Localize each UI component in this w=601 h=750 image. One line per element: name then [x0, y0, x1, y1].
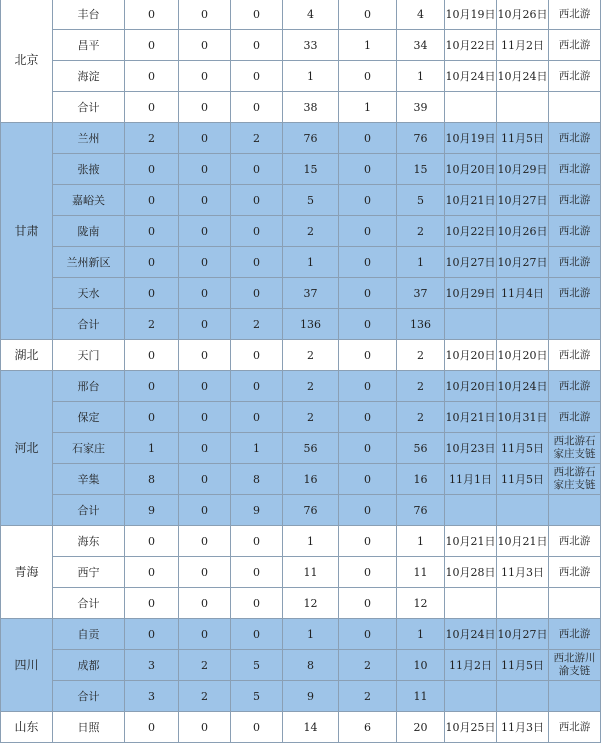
table-cell: 38: [283, 92, 339, 123]
table-row: [1, 650, 601, 681]
table-cell: 0: [125, 154, 179, 185]
table-cell: 0: [179, 712, 231, 743]
table-cell: 0: [125, 712, 179, 743]
table-cell: 0: [179, 92, 231, 123]
table-cell: 0: [339, 464, 397, 495]
table-cell: 0: [231, 0, 283, 30]
table-cell: 1: [397, 526, 445, 557]
table-row: [1, 0, 601, 30]
city-cell: 昌平: [53, 30, 125, 61]
table-cell: 0: [339, 371, 397, 402]
table-cell: 1: [283, 247, 339, 278]
table-row: [1, 588, 601, 619]
table-cell: 0: [125, 61, 179, 92]
table-cell: [549, 681, 601, 712]
table-cell: 西北游川 渝支链: [549, 650, 601, 681]
table-cell: 11: [397, 681, 445, 712]
table-cell: 2: [125, 309, 179, 340]
city-cell: 张掖: [53, 154, 125, 185]
table-cell: 20: [397, 712, 445, 743]
table-cell: 0: [125, 371, 179, 402]
table-cell: 0: [179, 185, 231, 216]
table-row: [1, 619, 601, 650]
table-cell: 0: [179, 247, 231, 278]
table-cell: 2: [397, 371, 445, 402]
table-cell: 0: [231, 526, 283, 557]
table-cell: 0: [339, 557, 397, 588]
table-cell: 0: [339, 309, 397, 340]
table-cell: 1: [397, 61, 445, 92]
city-cell: 嘉峪关: [53, 185, 125, 216]
table-cell: 16: [283, 464, 339, 495]
table-cell: 10月20日: [445, 340, 497, 371]
table-cell: 16: [397, 464, 445, 495]
table-cell: 0: [339, 185, 397, 216]
table-cell: 10月24日: [497, 61, 549, 92]
table-cell: 11月3日: [497, 557, 549, 588]
table-cell: 10月27日: [497, 185, 549, 216]
table-cell: 2: [283, 216, 339, 247]
table-cell: 0: [179, 154, 231, 185]
table-row: [1, 557, 601, 588]
table-cell: 1: [339, 92, 397, 123]
table-cell: 11月5日: [497, 433, 549, 464]
table-cell: 5: [397, 185, 445, 216]
table-cell: 2: [283, 371, 339, 402]
city-cell: 合计: [53, 309, 125, 340]
table-cell: 0: [339, 526, 397, 557]
table-cell: 10月22日: [445, 30, 497, 61]
table-cell: 西北游: [549, 526, 601, 557]
table-cell: 0: [339, 0, 397, 30]
table-row: [1, 464, 601, 495]
table-cell: 76: [283, 123, 339, 154]
table-cell: 西北游: [549, 619, 601, 650]
table-cell: 11月5日: [497, 123, 549, 154]
table-cell: 0: [231, 712, 283, 743]
table-cell: 11月4日: [497, 278, 549, 309]
table-cell: 0: [231, 247, 283, 278]
table-cell: 0: [339, 247, 397, 278]
table-cell: 8: [231, 464, 283, 495]
table-row: [1, 681, 601, 712]
table-cell: 2: [283, 340, 339, 371]
table-cell: 10月28日: [445, 557, 497, 588]
table-cell: 西北游: [549, 247, 601, 278]
table-cell: 1: [339, 30, 397, 61]
table-cell: 33: [283, 30, 339, 61]
table-cell: 11: [283, 557, 339, 588]
table-cell: 37: [397, 278, 445, 309]
table-cell: 76: [397, 123, 445, 154]
table-cell: 0: [125, 185, 179, 216]
table-cell: 9: [125, 495, 179, 526]
table-cell: 0: [339, 61, 397, 92]
table-cell: 14: [283, 712, 339, 743]
table-cell: 2: [397, 216, 445, 247]
table-cell: 4: [283, 0, 339, 30]
table-cell: 10月25日: [445, 712, 497, 743]
table-cell: 10月22日: [445, 216, 497, 247]
table-cell: 10月20日: [445, 154, 497, 185]
table-row: [1, 216, 601, 247]
table-cell: 12: [283, 588, 339, 619]
table-cell: 0: [231, 557, 283, 588]
city-cell: 丰台: [53, 0, 125, 30]
table-cell: 0: [231, 154, 283, 185]
table-cell: 76: [283, 495, 339, 526]
table-cell: 0: [231, 371, 283, 402]
table-cell: 0: [339, 154, 397, 185]
table-cell: 9: [231, 495, 283, 526]
table-cell: 10月24日: [445, 61, 497, 92]
table-cell: [445, 681, 497, 712]
table-cell: 0: [125, 526, 179, 557]
table-cell: 10月20日: [497, 340, 549, 371]
city-cell: 兰州新区: [53, 247, 125, 278]
table-cell: 5: [231, 681, 283, 712]
table-cell: 0: [339, 340, 397, 371]
city-cell: 保定: [53, 402, 125, 433]
table-cell: 0: [179, 402, 231, 433]
table-cell: 0: [231, 340, 283, 371]
table-cell: 0: [179, 371, 231, 402]
table-cell: [445, 92, 497, 123]
table-cell: [445, 309, 497, 340]
table-row: [1, 495, 601, 526]
table-cell: [549, 309, 601, 340]
city-cell: 邢台: [53, 371, 125, 402]
table-cell: 西北游: [549, 0, 601, 30]
table-cell: 10月24日: [445, 619, 497, 650]
table-row: [1, 278, 601, 309]
table-cell: 8: [125, 464, 179, 495]
table-cell: 56: [397, 433, 445, 464]
city-cell: 自贡: [53, 619, 125, 650]
table-cell: 136: [397, 309, 445, 340]
table-cell: 10月24日: [497, 371, 549, 402]
city-cell: 成都: [53, 650, 125, 681]
table-cell: 0: [339, 216, 397, 247]
table-cell: 0: [125, 247, 179, 278]
table-cell: 56: [283, 433, 339, 464]
table-cell: 10月21日: [497, 526, 549, 557]
table-cell: 2: [179, 650, 231, 681]
city-cell: 辛集: [53, 464, 125, 495]
table-cell: 0: [231, 619, 283, 650]
city-cell: 海淀: [53, 61, 125, 92]
table-cell: 0: [231, 588, 283, 619]
table-cell: 西北游石 家庄支链: [549, 464, 601, 495]
table-cell: [497, 92, 549, 123]
table-cell: 11月5日: [497, 464, 549, 495]
city-cell: 天水: [53, 278, 125, 309]
city-cell: 合计: [53, 495, 125, 526]
table-cell: 11: [397, 557, 445, 588]
table-row: [1, 92, 601, 123]
table-cell: 10月26日: [497, 0, 549, 30]
table-cell: 0: [339, 588, 397, 619]
table-cell: 0: [179, 340, 231, 371]
table-cell: 8: [283, 650, 339, 681]
table-cell: 10月29日: [497, 154, 549, 185]
table-cell: 西北游: [549, 278, 601, 309]
table-cell: 0: [125, 402, 179, 433]
table-cell: 0: [179, 309, 231, 340]
table-cell: 0: [179, 61, 231, 92]
table-cell: 10月27日: [497, 247, 549, 278]
table-cell: 0: [339, 495, 397, 526]
city-cell: 合计: [53, 588, 125, 619]
table-cell: [497, 588, 549, 619]
table-row: [1, 433, 601, 464]
table-row: [1, 712, 601, 743]
province-cell: 湖北: [1, 340, 53, 371]
table-cell: 10月20日: [445, 371, 497, 402]
table-cell: 10月21日: [445, 402, 497, 433]
table-cell: 37: [283, 278, 339, 309]
table-row: [1, 30, 601, 61]
table-cell: 10月23日: [445, 433, 497, 464]
table-cell: 西北游: [549, 216, 601, 247]
table-cell: 0: [231, 216, 283, 247]
table-row: [1, 402, 601, 433]
table-cell: [497, 681, 549, 712]
table-cell: 0: [125, 0, 179, 30]
table-cell: 0: [339, 123, 397, 154]
table-cell: 0: [179, 123, 231, 154]
table-row: [1, 185, 601, 216]
table-cell: 11月5日: [497, 650, 549, 681]
table-cell: 0: [125, 557, 179, 588]
table-cell: 0: [339, 278, 397, 309]
table-cell: 10月31日: [497, 402, 549, 433]
table-cell: 0: [125, 619, 179, 650]
table-cell: 西北游: [549, 557, 601, 588]
table-cell: 0: [179, 619, 231, 650]
table-row: [1, 247, 601, 278]
table-cell: 西北游: [549, 61, 601, 92]
table-cell: 2: [283, 402, 339, 433]
table-cell: 1: [283, 526, 339, 557]
table-cell: 西北游: [549, 154, 601, 185]
table-cell: [445, 588, 497, 619]
table-row: [1, 340, 601, 371]
city-cell: 日照: [53, 712, 125, 743]
table-cell: 11月2日: [497, 30, 549, 61]
table-cell: 0: [231, 92, 283, 123]
table-cell: 5: [283, 185, 339, 216]
city-cell: 合计: [53, 92, 125, 123]
table-cell: 136: [283, 309, 339, 340]
table-cell: 10月21日: [445, 526, 497, 557]
table-cell: 0: [125, 278, 179, 309]
table-cell: 1: [283, 619, 339, 650]
city-cell: 西宁: [53, 557, 125, 588]
table-cell: [497, 495, 549, 526]
table-cell: 4: [397, 0, 445, 30]
table-cell: 2: [231, 123, 283, 154]
table-cell: 0: [125, 216, 179, 247]
city-cell: 天门: [53, 340, 125, 371]
table-cell: 0: [179, 557, 231, 588]
table-cell: 0: [125, 340, 179, 371]
table-cell: 76: [397, 495, 445, 526]
table-cell: 10月19日: [445, 0, 497, 30]
table-cell: 0: [179, 433, 231, 464]
table-cell: 10月27日: [445, 247, 497, 278]
city-cell: 兰州: [53, 123, 125, 154]
table-row: [1, 526, 601, 557]
province-cell: 山东: [1, 712, 53, 743]
province-cell: 青海: [1, 526, 53, 619]
table-cell: 0: [231, 278, 283, 309]
table-cell: 10: [397, 650, 445, 681]
table-cell: 0: [179, 216, 231, 247]
table-row: [1, 309, 601, 340]
table-cell: 39: [397, 92, 445, 123]
table-cell: [549, 588, 601, 619]
table-cell: 2: [397, 402, 445, 433]
table-cell: 西北游: [549, 371, 601, 402]
table-cell: 3: [125, 681, 179, 712]
table-row: [1, 123, 601, 154]
table-cell: 11月2日: [445, 650, 497, 681]
table-cell: 0: [179, 495, 231, 526]
table-cell: 0: [339, 619, 397, 650]
table-cell: 10月29日: [445, 278, 497, 309]
table-cell: 西北游石 家庄支链: [549, 433, 601, 464]
table-cell: 0: [179, 588, 231, 619]
table-cell: 11月3日: [497, 712, 549, 743]
province-cell: 甘肃: [1, 123, 53, 340]
table-cell: 10月21日: [445, 185, 497, 216]
table-cell: 9: [283, 681, 339, 712]
table-cell: 0: [179, 526, 231, 557]
table-cell: 西北游: [549, 30, 601, 61]
table-cell: 12: [397, 588, 445, 619]
table-cell: 0: [179, 30, 231, 61]
table-row: [1, 154, 601, 185]
city-cell: 石家庄: [53, 433, 125, 464]
table-cell: 0: [231, 30, 283, 61]
table-cell: 10月26日: [497, 216, 549, 247]
table-cell: 0: [179, 278, 231, 309]
table-cell: [549, 495, 601, 526]
table-cell: 5: [231, 650, 283, 681]
table-cell: 0: [125, 30, 179, 61]
table-cell: 0: [179, 464, 231, 495]
table-cell: 10月19日: [445, 123, 497, 154]
table-cell: 1: [125, 433, 179, 464]
table-cell: [549, 92, 601, 123]
table-row: [1, 61, 601, 92]
table-cell: [497, 309, 549, 340]
table-cell: 34: [397, 30, 445, 61]
table-cell: 0: [231, 185, 283, 216]
city-cell: 合计: [53, 681, 125, 712]
table-cell: 1: [397, 247, 445, 278]
table-cell: 西北游: [549, 123, 601, 154]
table-cell: 0: [179, 0, 231, 30]
table-row: [1, 371, 601, 402]
city-cell: 海东: [53, 526, 125, 557]
table-cell: 0: [231, 402, 283, 433]
province-cell: 四川: [1, 619, 53, 712]
table-cell: 2: [179, 681, 231, 712]
table-cell: 15: [283, 154, 339, 185]
table-cell: 0: [231, 61, 283, 92]
table-cell: 西北游: [549, 712, 601, 743]
table-cell: 15: [397, 154, 445, 185]
table-cell: [445, 495, 497, 526]
table-cell: 西北游: [549, 185, 601, 216]
table-cell: 2: [125, 123, 179, 154]
table-cell: 2: [339, 650, 397, 681]
table-cell: 11月1日: [445, 464, 497, 495]
table-cell: 1: [283, 61, 339, 92]
province-cell: 北京: [1, 0, 53, 123]
table-cell: 0: [125, 588, 179, 619]
table-cell: 1: [397, 619, 445, 650]
table-cell: 0: [339, 402, 397, 433]
table-cell: 2: [339, 681, 397, 712]
province-cell: 河北: [1, 371, 53, 526]
table-cell: 6: [339, 712, 397, 743]
table-cell: 0: [339, 433, 397, 464]
table-cell: 西北游: [549, 402, 601, 433]
table-cell: 2: [231, 309, 283, 340]
table-cell: 3: [125, 650, 179, 681]
table-cell: 1: [231, 433, 283, 464]
table-cell: 0: [125, 92, 179, 123]
table-cell: 2: [397, 340, 445, 371]
table-cell: 10月27日: [497, 619, 549, 650]
city-cell: 陇南: [53, 216, 125, 247]
table-cell: 西北游: [549, 340, 601, 371]
table-body: [1, 0, 601, 743]
